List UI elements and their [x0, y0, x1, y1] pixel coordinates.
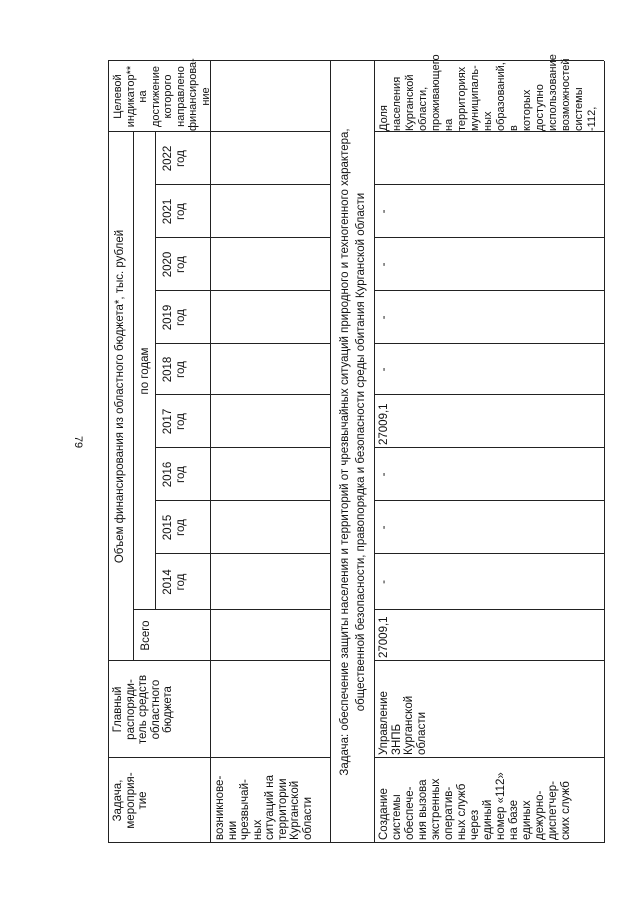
- col-divider-2014-lower: [374, 553, 604, 554]
- header-year-2021: 2021 год: [162, 198, 187, 225]
- header-year-2022: 2022 год: [162, 145, 187, 172]
- header-indicator: Целевой индикатор** на достижение которого направлено финансирова- ние: [112, 58, 212, 131]
- col-divider-2021-lower: [374, 184, 604, 185]
- row-admin: Управление ЗНПБ Курганской области: [378, 691, 428, 755]
- row-year-2016: -: [378, 472, 390, 477]
- row-year-2014: -: [378, 580, 390, 584]
- row-year-2022: [376, 132, 396, 185]
- row-year-2020: -: [378, 262, 390, 267]
- continuation-bottom-rule: [330, 61, 331, 843]
- volume-header-rule: [133, 132, 134, 661]
- col-divider-total-lower: [374, 609, 604, 610]
- header-task: Задача, мероприя- тие: [112, 772, 149, 829]
- row-year-2021: -: [378, 209, 390, 214]
- header-total: Всего: [140, 620, 152, 651]
- table-border-top: [108, 61, 109, 843]
- col-divider-2018-lower: [374, 343, 604, 344]
- section-bottom-rule: [374, 61, 375, 843]
- col-divider-2020-lower: [374, 237, 604, 238]
- page-number: 79: [72, 435, 85, 449]
- row-year-2015: -: [378, 525, 390, 530]
- header-year-2015: 2015 год: [162, 514, 187, 541]
- row-total: 27009,1: [378, 616, 390, 658]
- continuation-task: возникнове- нии чрезвычай- ных ситуаций на территории Курганской области: [214, 775, 314, 840]
- header-year-2014: 2014 год: [162, 569, 187, 595]
- row-indicator: Доля населения Курганской области, проживающего на территориях муниципаль- ных образований, в которых доступно использование возможностей системы -112,: [378, 54, 598, 131]
- row-year-2018: -: [378, 367, 390, 372]
- header-year-2020: 2020 год: [162, 251, 187, 278]
- header-volume: Объем финансирования из областного бюджета*, тыс. рублей: [114, 229, 126, 564]
- header-year-2018: 2018 год: [162, 356, 187, 383]
- header-year-2016: 2016 год: [162, 461, 187, 488]
- col-divider-2015-lower: [374, 500, 604, 501]
- header-year-2019: 2019 год: [162, 304, 187, 331]
- years-header-rule: [155, 132, 156, 610]
- header-by-years: по годам: [139, 347, 151, 395]
- row-year-2019: -: [378, 315, 390, 320]
- row-task: Создание системы обеспече- ния вызова экстренных оператив- ных служб через единый номер «112» на базе единых дежурно- диспетчер- ских служб: [378, 772, 572, 840]
- col-divider-2017-lower: [374, 394, 604, 395]
- table-border-bottom: [604, 61, 605, 843]
- col-divider-2016-lower: [374, 447, 604, 448]
- rotated-table: [108, 54, 604, 843]
- header-admin: Главный распоряди- тель средств областного бюджета: [112, 674, 174, 745]
- header-bottom-rule: [210, 61, 211, 843]
- row-year-2017: 27009,1: [378, 403, 390, 445]
- header-year-2017: 2017 год: [162, 408, 187, 435]
- section-heading: Задача: обеспечение защиты населения и территорий от чрезвычайных ситуаций природного и техногенного характера, общественной безопасности, правопорядка и безопасности среды обитания Курганской области: [339, 128, 367, 776]
- col-divider-2019-lower: [374, 290, 604, 291]
